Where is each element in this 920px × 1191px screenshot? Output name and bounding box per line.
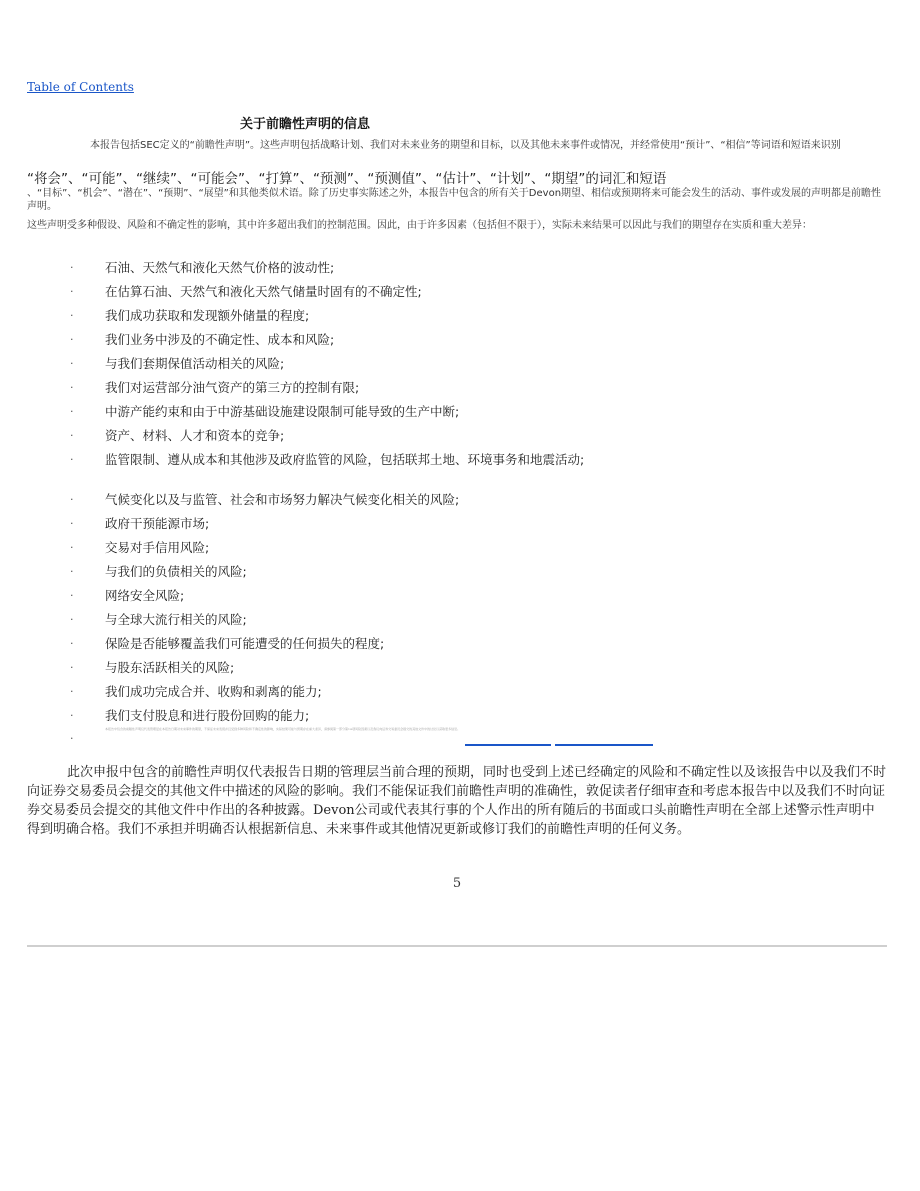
list-item-text: 我们支付股息和进行股份回购的能力;: [105, 708, 310, 723]
intro-paragraph-4: 这些声明受多种假设、风险和不确定性的影响，其中许多超出我们的控制范围。因此，由于许多因素（包括但不限于），实际未来结果可以因此与我们的期望存在实质和重大差异：: [27, 220, 812, 231]
list-item-text: 中游产能约束和由于中游基础设施建设限制可能导致的生产中断;: [105, 404, 460, 419]
fine-print-link-1[interactable]: [465, 741, 551, 746]
list-item-text: 网络安全风险;: [105, 588, 185, 603]
list-item: [0, 560, 900, 584]
list-item-text: 资产、材料、人才和资本的竞争;: [105, 428, 285, 443]
bullet-marker: ·: [70, 685, 74, 698]
list-item-text: 与我们套期保值活动相关的风险;: [105, 356, 285, 371]
list-item-text: 与全球大流行相关的风险;: [105, 612, 247, 627]
bullet-marker: ·: [70, 613, 74, 626]
list-item: [0, 424, 900, 448]
page-divider: [27, 945, 887, 947]
list-item-text: 我们成功完成合并、收购和剥离的能力;: [105, 684, 322, 699]
bullet-marker: ·: [70, 637, 74, 650]
bullet-marker: ·: [70, 261, 74, 274]
list-item: [0, 488, 900, 512]
fine-print-link-2[interactable]: [555, 741, 653, 746]
intro-paragraph-1: 本报告包括SEC定义的“前瞻性声明”。这些声明包括战略计划、我们对未来业务的期望和目标，以及其他未来事件或情况，并经常使用“预计”、“相信”等词语和短语来识别: [90, 140, 841, 151]
bullet-marker: ·: [70, 589, 74, 602]
bullet-marker: ·: [70, 565, 74, 578]
list-item-text: 与我们的负债相关的风险;: [105, 564, 247, 579]
bullet-marker: ·: [70, 309, 74, 322]
bullet-marker: ·: [70, 541, 74, 554]
risk-list-2: [0, 488, 900, 728]
bullet-marker: ·: [70, 453, 74, 466]
bullet-marker: ·: [70, 429, 74, 442]
list-item: [0, 608, 900, 632]
list-item: [0, 656, 900, 680]
list-item: [0, 632, 900, 656]
list-item-text: 气候变化以及与监管、社会和市场努力解决气候变化相关的风险;: [105, 492, 460, 507]
list-item-text: 在估算石油、天然气和液化天然气储量时固有的不确定性;: [105, 284, 422, 299]
list-item: [0, 256, 900, 280]
list-item-text: 政府干预能源市场;: [105, 516, 210, 531]
bullet-marker: ·: [70, 285, 74, 298]
bullet-marker: ·: [70, 661, 74, 674]
closing-paragraph: 此次申报中包含的前瞻性声明仅代表报告日期的管理层当前合理的预期，同时也受到上述已经确定的风险和不确定性以及该报告中以及我们不时向证券交易委员会提交的其他文件中描述的风险的影响。我们不能保证我们前瞻性声明的准确性，敦促读者仔细审查和考虑本报告中以及我们不时向证券交易委员会提交的其他文件中作出的各种披露。Devon公司或代表其行事的个人作出的所有随后的书面或口头前瞻性声明在全部上述警示性声明中得到明确合格。我们不承担并明确否认根据新信息、未来事件或其他情况更新或修订我们的前瞻性声明的任何义务。: [27, 765, 887, 837]
bullet-marker: ·: [70, 493, 74, 506]
list-item-text: 与股东活跃相关的风险;: [105, 660, 235, 675]
risk-list-1: [0, 256, 900, 472]
list-item: [0, 584, 900, 608]
bullet-marker: ·: [70, 357, 74, 370]
list-item: [0, 376, 900, 400]
section-title: 关于前瞻性声明的信息: [239, 117, 370, 132]
fine-print-text: 本报告中包含的前瞻性声明仅代表管理层在本报告日期对未来事件的期望，不保证未来表现并且受到多种风险和不确定性的影响，实际结果可能与预期存在重大差异，请参阅第一部分第1A项风险因素以及我们向证券交易委员会提交的其他文件中的讨论以获取更多信息。: [105, 727, 461, 731]
list-item-text: 我们成功获取和发现额外储量的程度;: [105, 308, 310, 323]
bullet-marker: ·: [70, 709, 74, 722]
list-item: [0, 512, 900, 536]
list-item: [0, 352, 900, 376]
list-item-text: 石油、天然气和液化天然气价格的波动性;: [105, 260, 335, 275]
bullet-marker: ·: [70, 333, 74, 346]
bullet-marker: ·: [70, 517, 74, 530]
bullet-marker: ·: [70, 405, 74, 418]
list-item-text: 保险是否能够覆盖我们可能遭受的任何损失的程度;: [105, 636, 385, 651]
list-item: [0, 680, 900, 704]
intro-paragraph-2: “将会”、“可能”、“继续”、“可能会”、“打算”、“预测”、“预测值”、“估计”、“计划”、“期望”的词汇和短语: [27, 171, 667, 187]
list-item: [0, 536, 900, 560]
intro-paragraph-3: 、“目标”、“机会”、“潜在”、“预期”、“展望”和其他类似术语。除了历史事实陈述之外，本报告中包含的所有关于Devon期望、相信或预期将来可能会发生的活动、事件或发展的声明都是前瞻性声明。: [27, 188, 882, 212]
list-item-text: 我们对运营部分油气资产的第三方的控制有限;: [105, 380, 360, 395]
list-item: [0, 328, 900, 352]
page-number: 5: [452, 876, 462, 891]
list-item: [0, 448, 900, 472]
bullet-marker: ·: [70, 381, 74, 394]
list-item-text: 我们业务中涉及的不确定性、成本和风险;: [105, 332, 335, 347]
bullet-marker: ·: [70, 732, 74, 745]
list-item: [0, 304, 900, 328]
list-item-text: 交易对手信用风险;: [105, 540, 210, 555]
list-item-text: 监管限制、遵从成本和其他涉及政府监管的风险，包括联邦土地、环境事务和地震活动;: [105, 452, 585, 467]
list-item: [0, 400, 900, 424]
list-item: [0, 704, 900, 728]
table-of-contents-link[interactable]: Table of Contents: [27, 80, 134, 94]
list-item: [0, 280, 900, 304]
